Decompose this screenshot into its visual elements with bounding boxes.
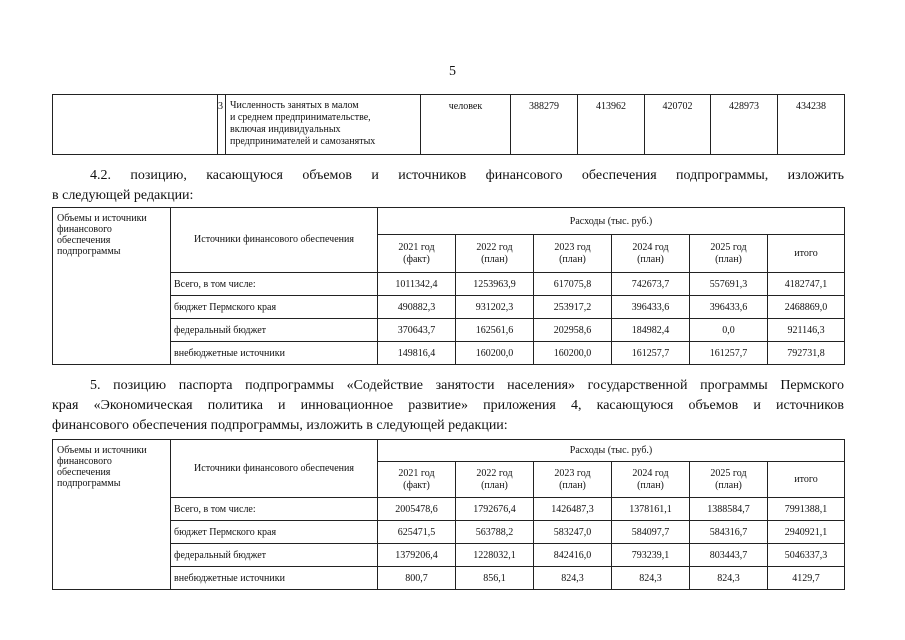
value-cell: 1011342,4 (378, 273, 456, 296)
value-cell: 370643,7 (378, 319, 456, 342)
total-header: итого (768, 462, 845, 498)
value-cell: 583247,0 (534, 521, 612, 544)
indicator-value: 434238 (778, 95, 845, 155)
value-cell: 160200,0 (456, 342, 534, 365)
table-row (53, 498, 845, 521)
value-cell: 803443,7 (690, 544, 768, 567)
header-left-line: обеспечения (57, 235, 111, 246)
value-cell: 1426487,3 (534, 498, 612, 521)
value-cell: 1388584,7 (690, 498, 768, 521)
value-cell: 0,0 (690, 319, 768, 342)
paragraph-line: 5. позицию паспорта подпрограммы «Содействие занятости населения» государственной программы Пермского (90, 378, 844, 393)
table-row (53, 342, 845, 365)
value-cell: 4182747,1 (768, 273, 845, 296)
value-cell: 563788,2 (456, 521, 534, 544)
header-left-line: финансового (57, 224, 112, 235)
indicator-table (52, 94, 845, 155)
indicator-name-line: Численность занятых в малом (230, 100, 359, 111)
year-header: 2024 год (план) (612, 462, 690, 498)
table-row (53, 273, 845, 296)
page-number: 5 (449, 64, 456, 79)
row-number: 3 (218, 95, 226, 155)
year-header: 2022 год (план) (456, 235, 534, 273)
table-row (53, 521, 845, 544)
year-header: 2021 год (факт) (378, 235, 456, 273)
indicator-value: 420702 (645, 95, 711, 155)
total-header: итого (768, 235, 845, 273)
indicator-name-line: предпринимателей и самозанятых (230, 136, 376, 147)
header-left-line: Объемы и источники (57, 445, 147, 456)
header-left-line: подпрограммы (57, 478, 121, 489)
value-cell: 792731,8 (768, 342, 845, 365)
year-header: 2022 год (план) (456, 462, 534, 498)
indicator-value: 413962 (578, 95, 645, 155)
financing-table-1 (52, 207, 845, 365)
value-cell: 396433,6 (690, 296, 768, 319)
source-label: Всего, в том числе: (171, 273, 378, 296)
value-cell: 202958,6 (534, 319, 612, 342)
value-cell: 161257,7 (690, 342, 768, 365)
table-row (53, 544, 845, 567)
header-left-line: финансового (57, 456, 112, 467)
financing-table-2 (52, 439, 845, 590)
table-row (53, 567, 845, 590)
value-cell: 793239,1 (612, 544, 690, 567)
value-cell: 625471,5 (378, 521, 456, 544)
value-cell: 2005478,6 (378, 498, 456, 521)
value-cell: 617075,8 (534, 273, 612, 296)
year-header: 2024 год (план) (612, 235, 690, 273)
value-cell: 490882,3 (378, 296, 456, 319)
paragraph-line: в следующей редакции: (52, 188, 194, 203)
value-cell: 800,7 (378, 567, 456, 590)
value-cell: 161257,7 (612, 342, 690, 365)
header-left-line: Объемы и источники (57, 213, 147, 224)
empty-cell (53, 95, 218, 155)
value-cell: 162561,6 (456, 319, 534, 342)
year-header: 2021 год (факт) (378, 462, 456, 498)
financing-header-left (53, 208, 171, 365)
year-header: 2025 год (план) (690, 235, 768, 273)
source-label: Всего, в том числе: (171, 498, 378, 521)
value-cell: 4129,7 (768, 567, 845, 590)
value-cell: 921146,3 (768, 319, 845, 342)
value-cell: 584097,7 (612, 521, 690, 544)
value-cell: 1379206,4 (378, 544, 456, 567)
source-label: внебюджетные источники (171, 567, 378, 590)
financing-header-left (53, 440, 171, 590)
table-row (53, 319, 845, 342)
indicator-value: 428973 (711, 95, 778, 155)
value-cell: 396433,6 (612, 296, 690, 319)
value-cell: 1792676,4 (456, 498, 534, 521)
indicator-unit: человек (421, 95, 511, 155)
value-cell: 253917,2 (534, 296, 612, 319)
value-cell: 7991388,1 (768, 498, 845, 521)
paragraph-line: 4.2. позицию, касающуюся объемов и источников финансового обеспечения подпрограммы, изложить (90, 168, 844, 183)
value-cell: 2940921,1 (768, 521, 845, 544)
value-cell: 931202,3 (456, 296, 534, 319)
year-header: 2023 год (план) (534, 462, 612, 498)
paragraph-line: финансового обеспечения подпрограммы, изложить в следующей редакции: (52, 418, 508, 433)
source-label: федеральный бюджет (171, 544, 378, 567)
year-header: 2023 год (план) (534, 235, 612, 273)
indicator-value: 388279 (511, 95, 578, 155)
value-cell: 824,3 (534, 567, 612, 590)
source-label: бюджет Пермского края (171, 296, 378, 319)
paragraph-5 (52, 376, 844, 436)
paragraph-4-2 (52, 166, 844, 206)
source-label: внебюджетные источники (171, 342, 378, 365)
sources-header: Источники финансового обеспечения (171, 208, 378, 273)
table-row (53, 296, 845, 319)
expenses-header: Расходы (тыс. руб.) (378, 208, 845, 235)
value-cell: 742673,7 (612, 273, 690, 296)
value-cell: 2468869,0 (768, 296, 845, 319)
header-left-line: обеспечения (57, 467, 111, 478)
value-cell: 149816,4 (378, 342, 456, 365)
indicator-name-line: включая индивидуальных (230, 124, 341, 135)
value-cell: 584316,7 (690, 521, 768, 544)
expenses-header: Расходы (тыс. руб.) (378, 440, 845, 462)
year-header: 2025 год (план) (690, 462, 768, 498)
sources-header: Источники финансового обеспечения (171, 440, 378, 498)
value-cell: 1228032,1 (456, 544, 534, 567)
value-cell: 856,1 (456, 567, 534, 590)
indicator-name (226, 95, 421, 155)
source-label: федеральный бюджет (171, 319, 378, 342)
value-cell: 184982,4 (612, 319, 690, 342)
header-left-line: подпрограммы (57, 246, 121, 257)
value-cell: 824,3 (690, 567, 768, 590)
value-cell: 824,3 (612, 567, 690, 590)
value-cell: 160200,0 (534, 342, 612, 365)
value-cell: 557691,3 (690, 273, 768, 296)
value-cell: 5046337,3 (768, 544, 845, 567)
indicator-name-line: и среднем предпринимательстве, (230, 112, 371, 123)
value-cell: 1253963,9 (456, 273, 534, 296)
paragraph-line: края «Экономическая политика и инновационное развитие» приложения 4, касающуюся объемов и источников (52, 398, 844, 413)
indicator-row (53, 95, 845, 155)
source-label: бюджет Пермского края (171, 521, 378, 544)
value-cell: 1378161,1 (612, 498, 690, 521)
value-cell: 842416,0 (534, 544, 612, 567)
